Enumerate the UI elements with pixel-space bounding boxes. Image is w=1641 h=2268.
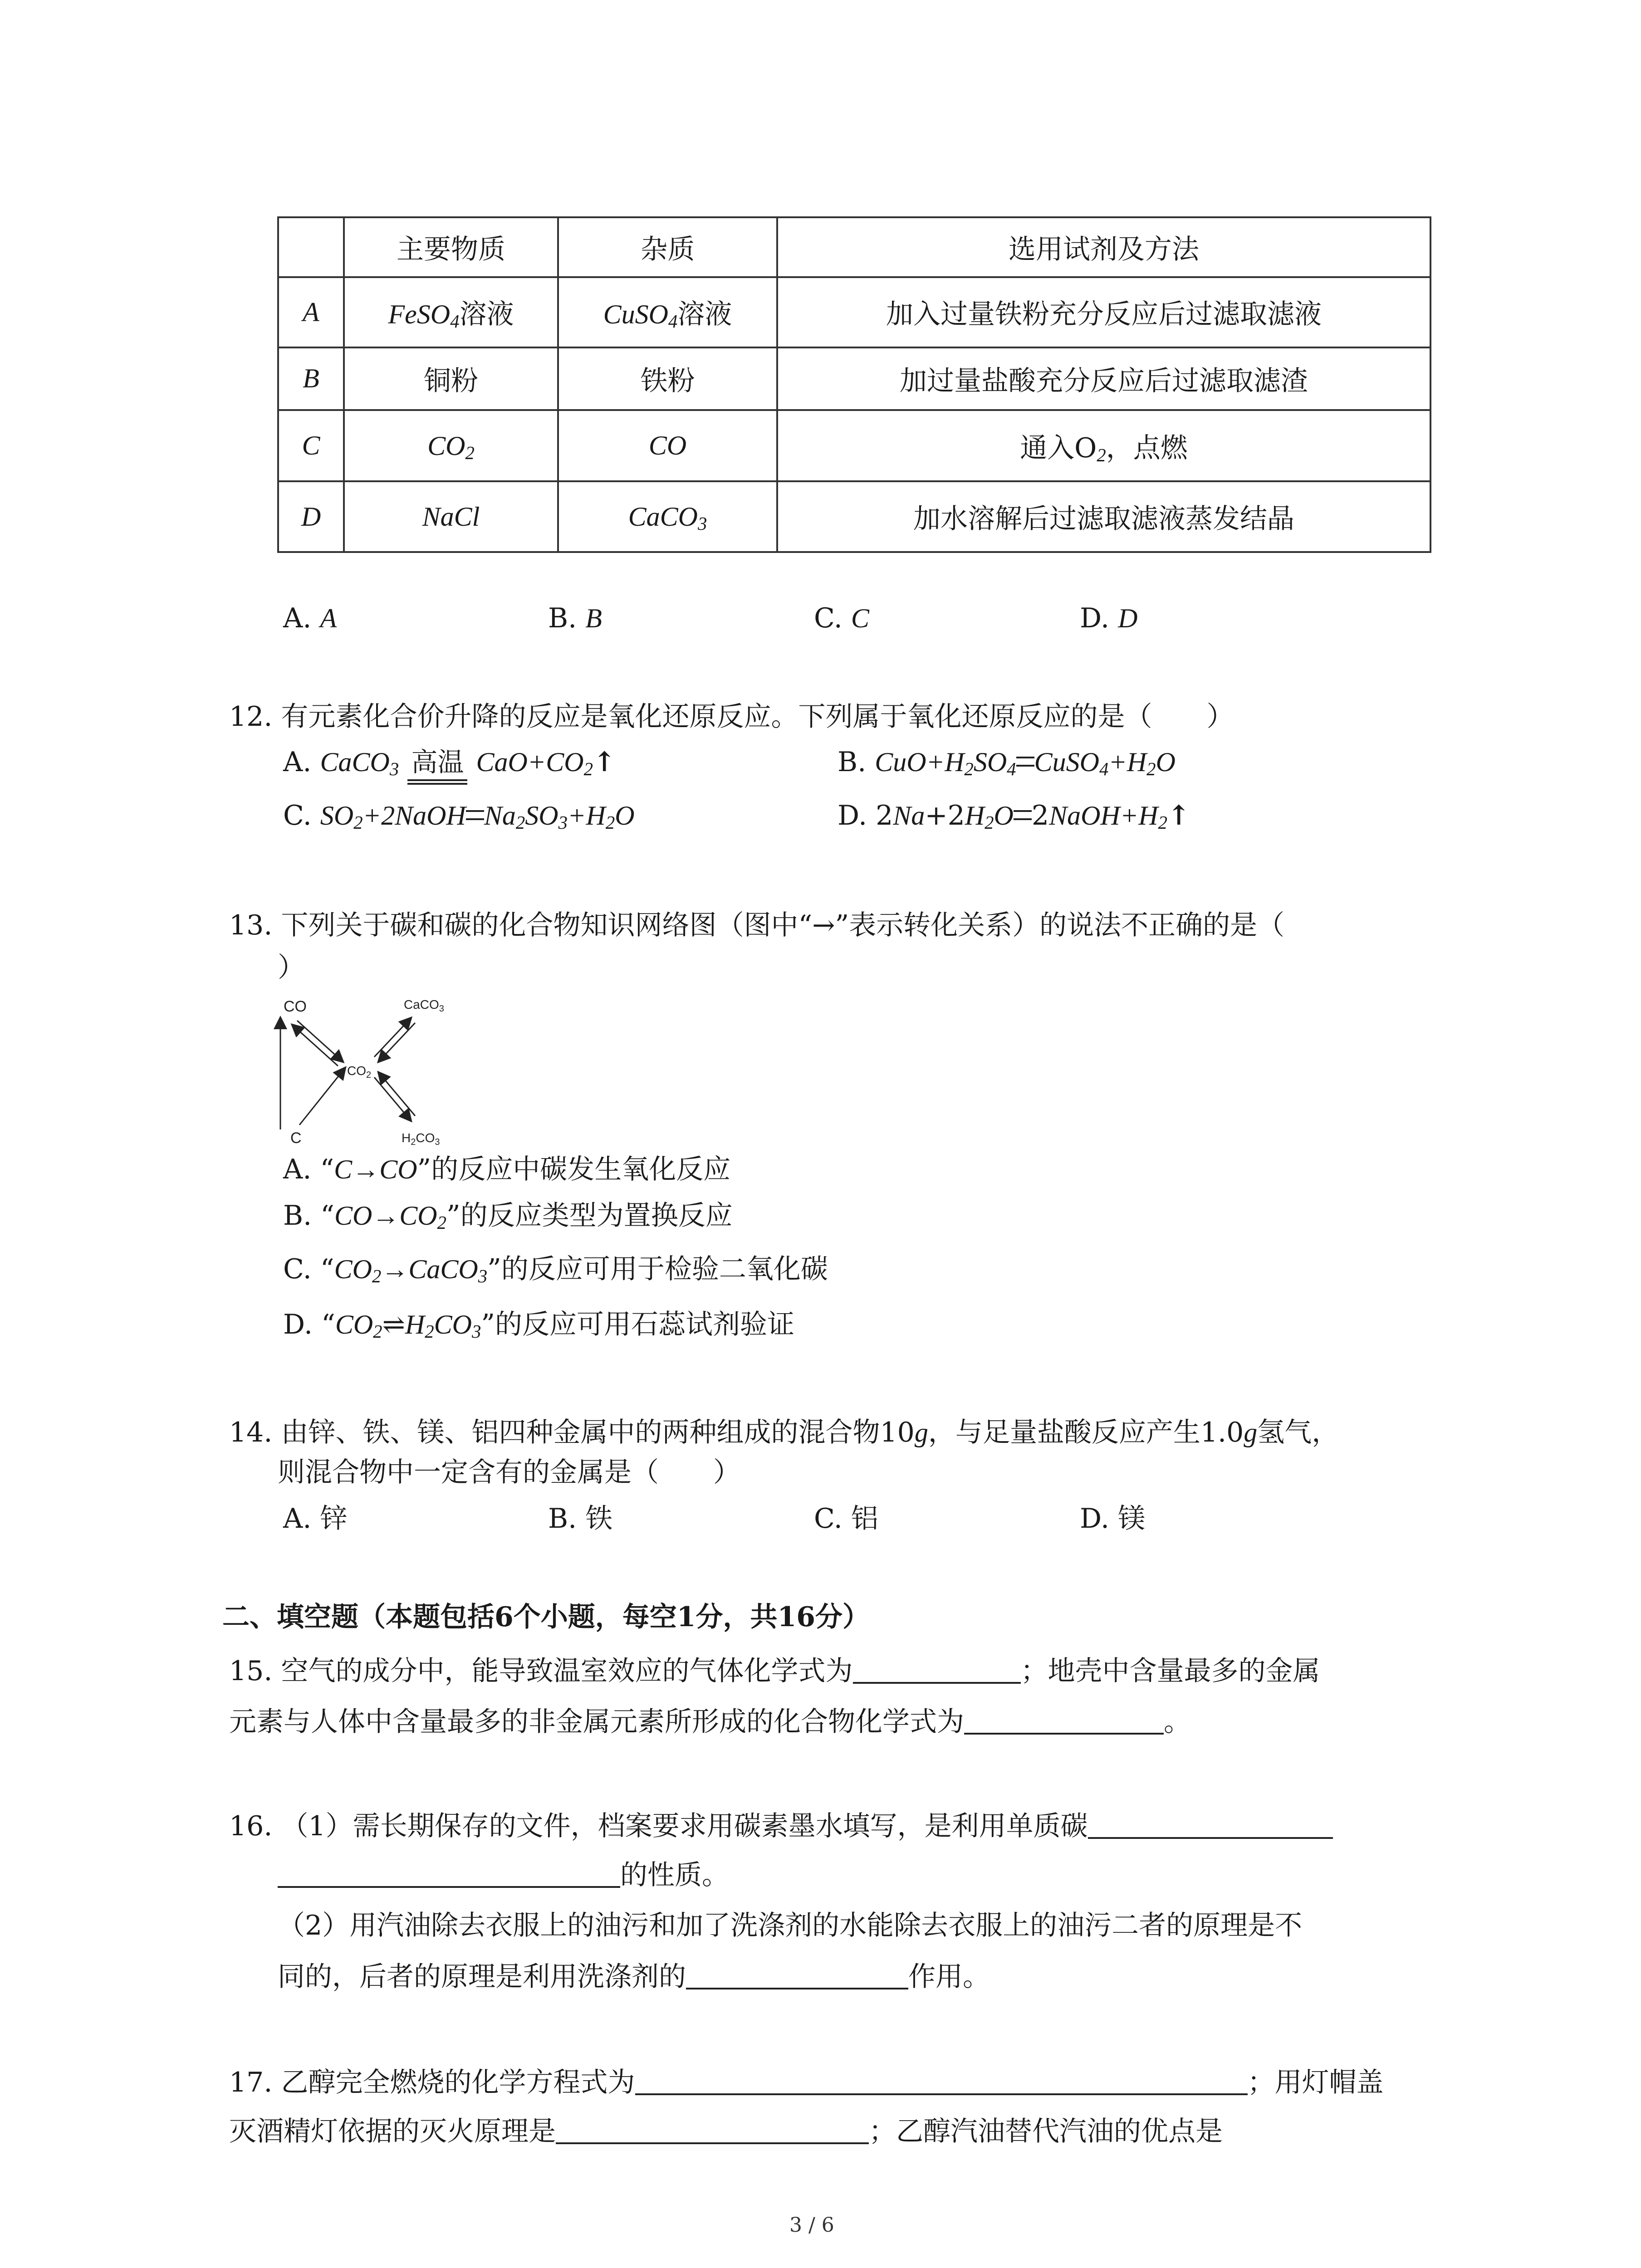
q11-option-d[interactable]: D. D bbox=[1080, 602, 1138, 634]
answer-blank[interactable] bbox=[964, 1706, 1164, 1735]
table-row bbox=[278, 347, 1430, 410]
q13-stem-line1: 13. 下列关于碳和碳的化合物知识网络图（图中“→”表示转化关系）的说法不正确的是（ bbox=[229, 909, 1285, 941]
row-label: D bbox=[278, 481, 344, 552]
section-heading: 二、填空题（本题包括6个小题，每空1分，共16分） bbox=[222, 1601, 870, 1633]
main-substance: $CO_2$ bbox=[344, 410, 558, 481]
q16-line1: 16. （1）需长期保存的文件，档案要求用碳素墨水填写，是利用单质碳 bbox=[229, 1810, 1333, 1840]
q16-line3: （2）用汽油除去衣服上的油污和加了洗涤剂的水能除去衣服上的油污二者的原理是不 bbox=[278, 1910, 1303, 1941]
q16-line2: 的性质。 bbox=[278, 1859, 729, 1889]
q13-option-c[interactable]: C. “$CO_2\to CaCO_3$”的反应可用于检验二氧化碳 bbox=[283, 1253, 828, 1286]
carbon-network-diagram bbox=[272, 989, 472, 1152]
impurity: CaCO$_3$ bbox=[558, 481, 777, 552]
main-substance: NaCl bbox=[344, 481, 558, 552]
q13-option-d[interactable]: D. “$CO_2\rightleftharpoons H_2CO_3$”的反应可用石蕊试剂验证 bbox=[283, 1309, 795, 1342]
method: 加过量盐酸充分反应后过滤取滤渣 bbox=[777, 347, 1430, 410]
method: 通入$O_2$，点燃 bbox=[777, 410, 1430, 481]
answer-blank[interactable] bbox=[1088, 1810, 1333, 1839]
q14-stem-line2: 则混合物中一定含有的金属是（ ） bbox=[278, 1457, 740, 1488]
h2co3-label: $H_2CO_3$ bbox=[402, 1131, 440, 1147]
row-label: C bbox=[278, 410, 344, 481]
q12-option-b[interactable]: B. $CuO+H_2SO_4$ $CuSO_4+H_2O$ bbox=[838, 746, 1176, 779]
answer-blank[interactable] bbox=[853, 1655, 1021, 1684]
q13-option-b[interactable]: B. “$CO\to CO_2$”的反应类型为置换反应 bbox=[283, 1200, 733, 1233]
impurity: CuSO$_4$溶液 bbox=[558, 277, 777, 347]
impurity: CO bbox=[558, 410, 777, 481]
q17-line2: 灭酒精灯依据的灭火原理是 ；乙醇汽油替代汽油的优点是 bbox=[229, 2116, 1223, 2147]
table-header-cell bbox=[278, 217, 344, 277]
q14-option-d[interactable]: D. 镁 bbox=[1080, 1503, 1146, 1535]
q15-line2: 元素与人体中含量最多的非金属元素所形成的化合物化学式为 。 bbox=[229, 1706, 1191, 1738]
answer-blank[interactable] bbox=[635, 2066, 1248, 2095]
answer-blank[interactable] bbox=[686, 1960, 908, 1989]
main-substance: FeSO$_4$溶液 bbox=[344, 277, 558, 347]
reaction-condition: 高温 bbox=[411, 747, 464, 777]
q11-option-c[interactable]: C. C bbox=[814, 602, 869, 634]
main-substance: 铜粉 bbox=[344, 347, 558, 410]
q12-stem: 12. 有元素化合价升降的反应是氧化还原反应。下列属于氧化还原反应的是（ ） bbox=[229, 701, 1234, 733]
q14-stem-line1: 14. 由锌、铁、镁、铝四种金属中的两种组成的混合物10g，与足量盐酸反应产生1.0g氢气， bbox=[229, 1417, 1339, 1448]
co2-label: $CO_2$ bbox=[347, 1064, 372, 1080]
q13-option-a[interactable]: A. “C→CO”的反应中碳发生氧化反应 bbox=[283, 1154, 731, 1185]
q14-option-a[interactable]: A. 锌 bbox=[283, 1503, 348, 1535]
q12-option-a[interactable]: A. CaCO$_3$ 高温 $CaO+CO_2↑$ bbox=[283, 748, 616, 776]
q14-option-c[interactable]: C. 铝 bbox=[814, 1503, 878, 1535]
co-label: CO bbox=[284, 998, 307, 1015]
table-header-cell: 主要物质 bbox=[344, 217, 558, 277]
q11-option-b[interactable]: B. B bbox=[548, 602, 602, 634]
row-label: B bbox=[278, 347, 344, 410]
q15-line1: 15. 空气的成分中，能导致温室效应的气体化学式为 ；地壳中含量最多的金属 bbox=[229, 1655, 1320, 1687]
c-label: C bbox=[290, 1129, 302, 1147]
table-row bbox=[278, 410, 1430, 481]
q13-stem-line2: ） bbox=[278, 952, 305, 983]
table-row bbox=[278, 277, 1430, 347]
page-number: 3 / 6 bbox=[789, 2214, 834, 2237]
method: 加入过量铁粉充分反应后过滤取滤液 bbox=[777, 277, 1430, 347]
q17-line1: 17. 乙醇完全燃烧的化学方程式为 ；用灯帽盖 bbox=[229, 2067, 1384, 2098]
table-header-row bbox=[278, 217, 1430, 277]
q12-option-d[interactable]: D. $2Na+2H_2O$ $2NaOH+H_2↑$ bbox=[838, 800, 1190, 833]
method: 加水溶解后过滤取滤液蒸发结晶 bbox=[777, 481, 1430, 552]
caco3-label: CaCO$_3$ bbox=[404, 997, 444, 1014]
impurity: 铁粉 bbox=[558, 347, 777, 410]
q14-option-b[interactable]: B. 铁 bbox=[548, 1503, 613, 1535]
q16-line4: 同的，后者的原理是利用洗涤剂的 作用。 bbox=[278, 1961, 990, 1993]
q12-option-c[interactable]: C. $SO_2+2NaOH$ $Na_2SO_3+H_2O$ bbox=[283, 800, 635, 833]
reagent-table bbox=[277, 216, 1431, 553]
table-header-cell: 选用试剂及方法 bbox=[777, 217, 1430, 277]
row-label: A bbox=[278, 277, 344, 347]
q11-option-a[interactable]: A. A bbox=[283, 602, 337, 634]
table-header-cell: 杂质 bbox=[558, 217, 777, 277]
table-row bbox=[278, 481, 1430, 552]
answer-blank[interactable] bbox=[278, 1859, 620, 1888]
answer-blank[interactable] bbox=[556, 2115, 869, 2144]
